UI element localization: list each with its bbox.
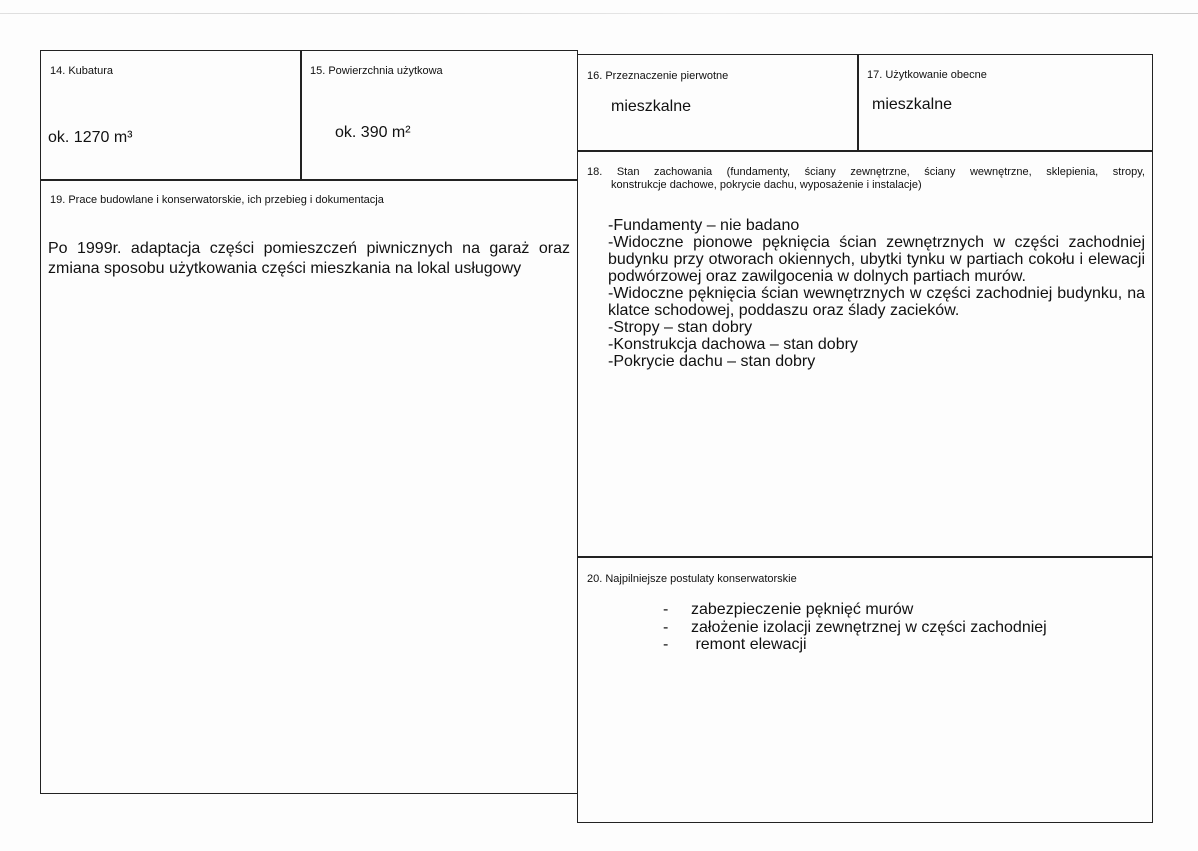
field-18-line: -Widoczne pęknięcia ścian wewnętrznych w części zachodniej budynku, na — [608, 285, 1145, 302]
field-18-line: podwórzowej oraz zawilgocenia w dolnych partiach murów. — [608, 268, 1026, 285]
field-20-box — [577, 556, 1153, 823]
field-15-box — [300, 50, 578, 181]
field-18-text — [608, 217, 1145, 370]
bullet-dash: - — [663, 601, 669, 618]
field-19-label: 19. Prace budowlane i konserwatorskie, ich przebieg i dokumentacja — [50, 194, 384, 206]
field-18-line: -Pokrycie dachu – stan dobry — [608, 353, 816, 370]
field-17-box — [857, 54, 1153, 152]
field-16-value: mieszkalne — [611, 98, 692, 115]
field-18-line: budynku przy otworach okiennych, ubytki tynku w partiach cokołu i elewacji — [608, 251, 1145, 268]
field-18-box — [577, 150, 1153, 558]
field-18-line: -Stropy – stan dobry — [608, 319, 753, 336]
list-item — [663, 619, 1123, 637]
field-16-box — [577, 54, 859, 152]
field-15-value: ok. 390 m² — [335, 124, 411, 141]
field-18-label — [587, 166, 1145, 192]
list-item-text: założenie izolacji zewnętrznej w części zachodniej — [691, 618, 1047, 636]
list-item-text: remont elewacji — [691, 636, 807, 653]
field-17-value: mieszkalne — [872, 96, 953, 113]
bullet-dash: - — [663, 618, 669, 636]
field-20-label: 20. Najpilniejsze postulaty konserwatorskie — [587, 573, 797, 585]
field-14-box — [40, 50, 302, 181]
list-item — [663, 601, 1123, 619]
field-18-label-line-2: konstrukcje dachowe, pokrycie dachu, wyposażenie i instalacje) — [611, 179, 922, 191]
field-19-line-1: Po 1999r. adaptacja części pomieszczeń piwnicznych na garaż oraz — [48, 240, 570, 257]
field-17-label: 17. Użytkowanie obecne — [867, 69, 987, 81]
field-19-box — [40, 179, 578, 794]
list-item-text: zabezpieczenie pęknięć murów — [691, 601, 914, 618]
field-18-line: -Widoczne pionowe pęknięcia ścian zewnętrznych w części zachodniej — [608, 234, 1145, 251]
scan-artifact-line — [0, 13, 1198, 14]
field-18-label-line-1: 18. Stan zachowania (fundamenty, ściany zewnętrzne, ściany wewnętrzne, sklepienia, stropy, — [587, 166, 1145, 178]
field-18-line: -Fundamenty – nie badano — [608, 217, 800, 234]
field-14-value: ok. 1270 m³ — [48, 129, 133, 146]
field-19-line-2: zmiana sposobu użytkowania części mieszkania na lokal usługowy — [48, 260, 522, 277]
field-19-text — [48, 239, 570, 279]
field-14-label: 14. Kubatura — [50, 65, 113, 77]
field-20-list — [663, 601, 1123, 654]
field-16-label: 16. Przeznaczenie pierwotne — [587, 70, 729, 82]
field-18-line: klatce schodowej, poddaszu oraz ślady zacieków. — [608, 302, 960, 319]
bullet-dash: - — [663, 636, 669, 653]
field-15-label: 15. Powierzchnia użytkowa — [310, 65, 443, 77]
list-item — [663, 636, 1123, 654]
field-18-line: -Konstrukcja dachowa – stan dobry — [608, 336, 858, 353]
